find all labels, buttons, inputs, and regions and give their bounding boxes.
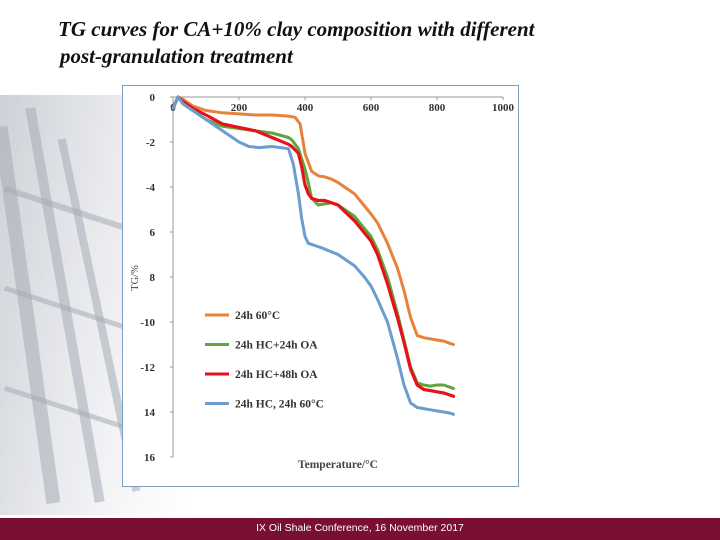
x-tick-label: 800 (428, 102, 446, 114)
y-tick-label: -4 (145, 182, 155, 194)
legend-label-4: 24h HC, 24h 60°C (235, 398, 324, 411)
x-tick-label: 400 (296, 102, 314, 114)
x-tick-label: 0 (170, 102, 176, 114)
legend-label-3: 24h HC+48h OA (235, 369, 318, 381)
legend-label-1: 24h 60°C (235, 310, 281, 322)
y-tick-label: -10 (140, 317, 155, 329)
tg-chart (123, 86, 520, 488)
legend-label-2: 24h HC+24h OA (235, 339, 318, 352)
y-axis-title: TG/% (130, 265, 141, 291)
y-tick-label: 6 (149, 227, 155, 239)
x-tick-label: 600 (362, 102, 380, 114)
y-tick-label: 16 (144, 452, 155, 464)
series-line-1 (173, 97, 454, 345)
y-tick-label: 8 (149, 272, 155, 284)
footer-bar (0, 518, 720, 540)
y-tick-label: -2 (145, 137, 155, 149)
slide-title (58, 16, 678, 70)
y-tick-label: 0 (149, 92, 155, 104)
x-tick-label: 200 (230, 102, 248, 114)
chart-panel (122, 85, 519, 487)
slide-title-line2: post-granulation treatment (60, 44, 293, 68)
footer-text: IX Oil Shale Conference, 16 November 2017 (256, 522, 464, 534)
x-tick-label: 1000 (492, 102, 514, 114)
y-tick-label: -12 (140, 362, 155, 374)
x-axis-title: Temperature/°C (298, 459, 378, 471)
y-tick-label: 14 (144, 407, 155, 419)
slide-title-line1: TG curves for CA+10% clay composition with different (58, 17, 535, 41)
